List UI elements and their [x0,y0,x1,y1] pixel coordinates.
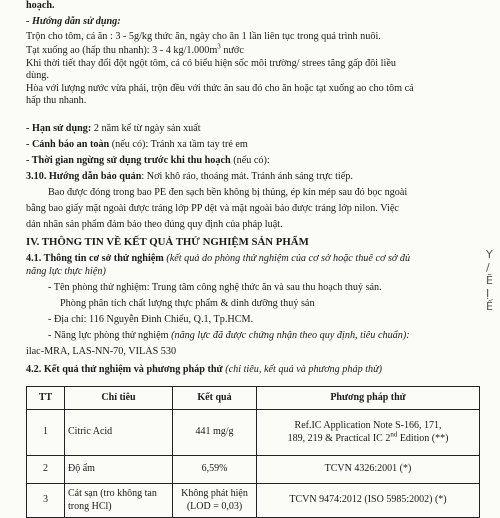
margin-stamp-fragment: Y / Ẽ Ị Ế [486,248,493,313]
method-cell: TCVN 4326:2001 (*) [257,456,480,484]
section-4-title: IV. THÔNG TIN VỀ KẾT QUẢ THỬ NGHIỆM SẢN PHẨM [26,236,309,248]
table-row [27,456,480,484]
lab-address: - Địa chỉ: 116 Nguyễn Đình Chiểu, Q.1, Tp.HCM. [48,314,254,325]
criterion-cell: Citric Acid [65,410,173,456]
section-4-1-note: năng lực thực hiện) [26,266,106,277]
section-4-1-heading: 4.1. Thông tin cơ sở thử nghiệm (kết quả do phòng thử nghiệm của cơ sở hoặc thuê cơ sở đủ [26,253,411,264]
header-tt: TT [27,387,65,410]
withdrawal-time: - Thời gian ngừng sử dụng trước khi thu hoạch (nếu có): [26,155,270,166]
lab-capacity: - Năng lực phòng thử nghiệm (năng lực đã được chứng nhận theo quy định, tiêu chuẩn): [48,330,410,341]
table-row [27,410,480,456]
usage-line-2: Tạt xuống ao (hấp thu nhanh): 3 - 4 $kg/1.000m^3$ nước [26,42,244,56]
result-cell: 441 mg/g [173,410,257,456]
storage-instructions: 3.10. Hướng dẫn bảo quản: Nơi khô ráo, thoáng mát. Tránh ánh sáng trực tiếp. [26,171,353,182]
test-results-table [26,386,480,518]
lab-name: - Tên phòng thử nghiệm: Trung tâm công nghệ thức ăn và sau thu hoạch thuỷ sản. [48,282,382,293]
header-method: Phương pháp thử [257,387,480,410]
usage-heading: - Hướng dẫn sử dụng: [26,16,121,27]
header-criterion: Chỉ tiêu [65,387,173,410]
method-cell: TCVN 9474:2012 (ISO 5985:2002) (*) [257,484,480,518]
row-number: 3 [27,484,65,518]
usage-line-4a: Hòa với lượng nước vừa phải, trộn đều với thức ăn sau đó cho ăn hoặc tạt xuống ao cho tôm cá [26,83,414,94]
lab-accreditation: ilac-MRA, LAS-NN-70, VILAS 530 [26,346,177,357]
method-cell: Ref.IC Application Note S-166, 171, 189, 219 & Practical IC 2nd Edition (**) [257,410,480,456]
table-header-row [27,387,480,410]
lab-sub-department: Phòng phân tích chất lượng thực phẩm & dinh dưỡng thuỷ sản [60,298,315,309]
shelf-life: - Hạn sử dụng: 2 năm kể từ ngày sản xuất [26,123,201,134]
storage-paragraph-3: dán nhãn sản phẩm đảm bảo theo đúng quy định của pháp luật. [26,219,283,230]
result-cell: 6,59% [173,456,257,484]
result-cell: Không phát hiện (LOD = 0,03) [173,484,257,518]
usage-line-3b: dùng. [26,70,49,81]
header-result: Kết quả [173,387,257,410]
usage-line-1: Trộn cho tôm, cá ăn : 3 - 5g/kg thức ăn, ngày cho ăn 1 lần liên tục trong quá trình nuôi. [26,31,381,42]
continued-text: hoạch. [26,0,55,11]
section-4-2-heading: 4.2. Kết quả thử nghiệm và phương pháp thử (chỉ tiêu, kết quả và phương pháp thử) [26,364,383,375]
storage-paragraph-1: Bao được đóng trong bao PE đen sạch bền không bị thủng, ép kín mép sau đó bọc ngoài [48,187,408,198]
safety-warning: - Cảnh báo an toàn (nếu có): Tránh xa tầm tay trẻ em [26,139,248,150]
usage-line-3a: Khi thời tiết thay đổi đột ngột tôm, cá có biểu hiện sốc môi trường/ strees tăng gấp đôi liều [26,58,396,69]
row-number: 1 [27,410,65,456]
row-number: 2 [27,456,65,484]
table-row [27,484,480,518]
storage-paragraph-2: bằng bao giấy mặt ngoài được tráng lớp PP dệt và mặt ngoài bảo được tráng lớp nilon. Việc [26,203,399,214]
criterion-cell: Độ ẩm [65,456,173,484]
criterion-cell: Cát sạn (tro không tan trong HCl) [65,484,173,518]
usage-line-4b: hấp thu nhanh. [26,95,87,106]
